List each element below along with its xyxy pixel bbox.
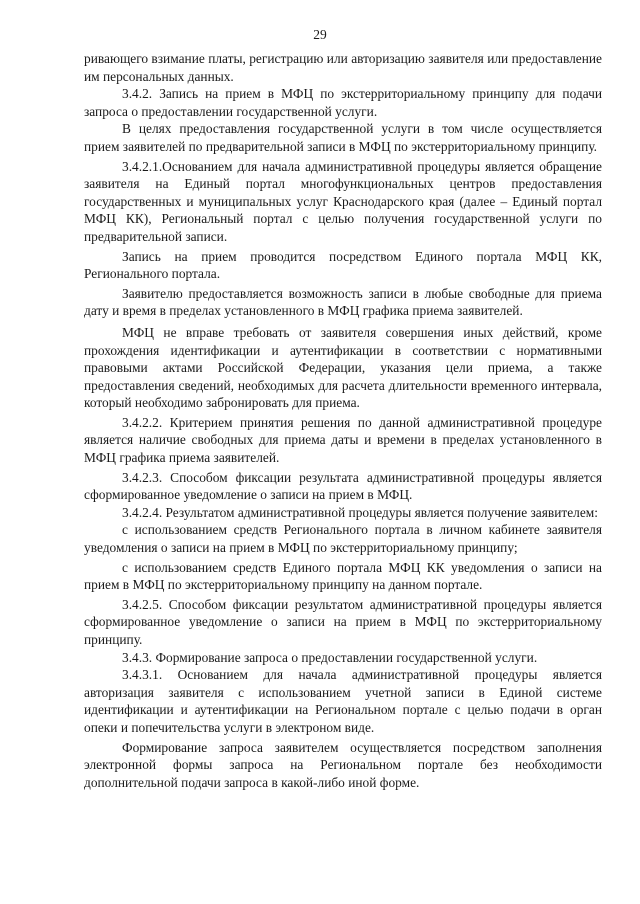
paragraph-unified-portal-item: с использованием средств Единого портала МФЦ КК уведомления о записи на прием в МФЦ по экстерриториальному принципу на данном портале. (84, 559, 602, 593)
paragraph-section-3-4-2-3: 3.4.2.3. Способом фиксации результата административной процедуры является сформированное уведомление о записи на прием в МФЦ. (84, 469, 602, 503)
paragraph-section-3-4-2-2: 3.4.2.2. Критерием принятия решения по данной административной процедуре является наличие свободных для приема даты и времени в пределах установленного в МФЦ графика приема заявителей. (84, 414, 602, 466)
paragraph-section-3-4-2-1: 3.4.2.1.Основанием для начала административной процедуры является обращение заявителя на Единый портал многофункциональных центров предоставления государственных и муниципальных услуг Краснодарского края (далее – Единый портал МФЦ КК), Региональный портал с целью получения государственной услуги по предварительной записи. (84, 158, 602, 244)
paragraph-section-3-4-2-5: 3.4.2.5. Способом фиксации результатом административной процедуры является сформированное уведомление о записи на прием в МФЦ по экстерриториальному принципу. (84, 596, 602, 647)
page-number: 29 (313, 27, 327, 42)
document-body (84, 50, 602, 791)
paragraph-applicant-option: Заявителю предоставляется возможность записи в любые свободные для приема дату и время в пределах установленного в МФЦ графика приема заявителей. (84, 285, 602, 319)
paragraph-purpose: В целях предоставления государственной услуги в том числе осуществляется прием заявителей по предварительной записи в МФЦ по экстерриториальному принципу. (84, 121, 602, 154)
paragraph-section-3-4-2: 3.4.2. Запись на прием в МФЦ по экстерриториальному принципу для подачи запроса о предоставлении государственной услуги. (84, 86, 602, 119)
paragraph-section-3-4-2-4: 3.4.2.4. Результатом административной процедуры является получение заявителем: (122, 504, 598, 520)
paragraph-section-3-4-3: 3.4.3. Формирование запроса о предоставлении государственной услуги. (122, 649, 538, 665)
paragraph-request-formation: Формирование запроса заявителем осуществляется посредством заполнения электронной формы запроса на Региональном портале без необходимости дополнительной подачи запроса в какой-либо иной форме. (84, 739, 602, 790)
paragraph-appointment-method: Запись на прием проводится посредством Единого портала МФЦ КК, Регионального портала. (84, 248, 602, 282)
paragraph-continuation: ривающего взимание платы, регистрацию или авторизацию заявителя или предоставление им персональных данных. (84, 51, 602, 84)
paragraph-regional-portal-item: с использованием средств Регионального портала в личном кабинете заявителя уведомления о записи на прием в МФЦ по экстерриториальному принципу; (84, 522, 602, 556)
paragraph-mfc-restrictions: МФЦ не вправе требовать от заявителя совершения иных действий, кроме прохождения идентификации и аутентификации в соответствии с нормативными правовыми актами Российской Федерации, указания цели приема, а также предоставления сведений, необходимых для расчета длительности временного интервала, который необходимо забронировать для приема. (84, 324, 602, 411)
paragraph-section-3-4-3-1: 3.4.3.1. Основанием для начала административной процедуры является авторизация заявителя с использованием учетной записи в Единой системе идентификации и аутентификации на Региональном портале с целью подачи в орган опеки и попечительства услуги в электроном виде. (84, 667, 602, 735)
